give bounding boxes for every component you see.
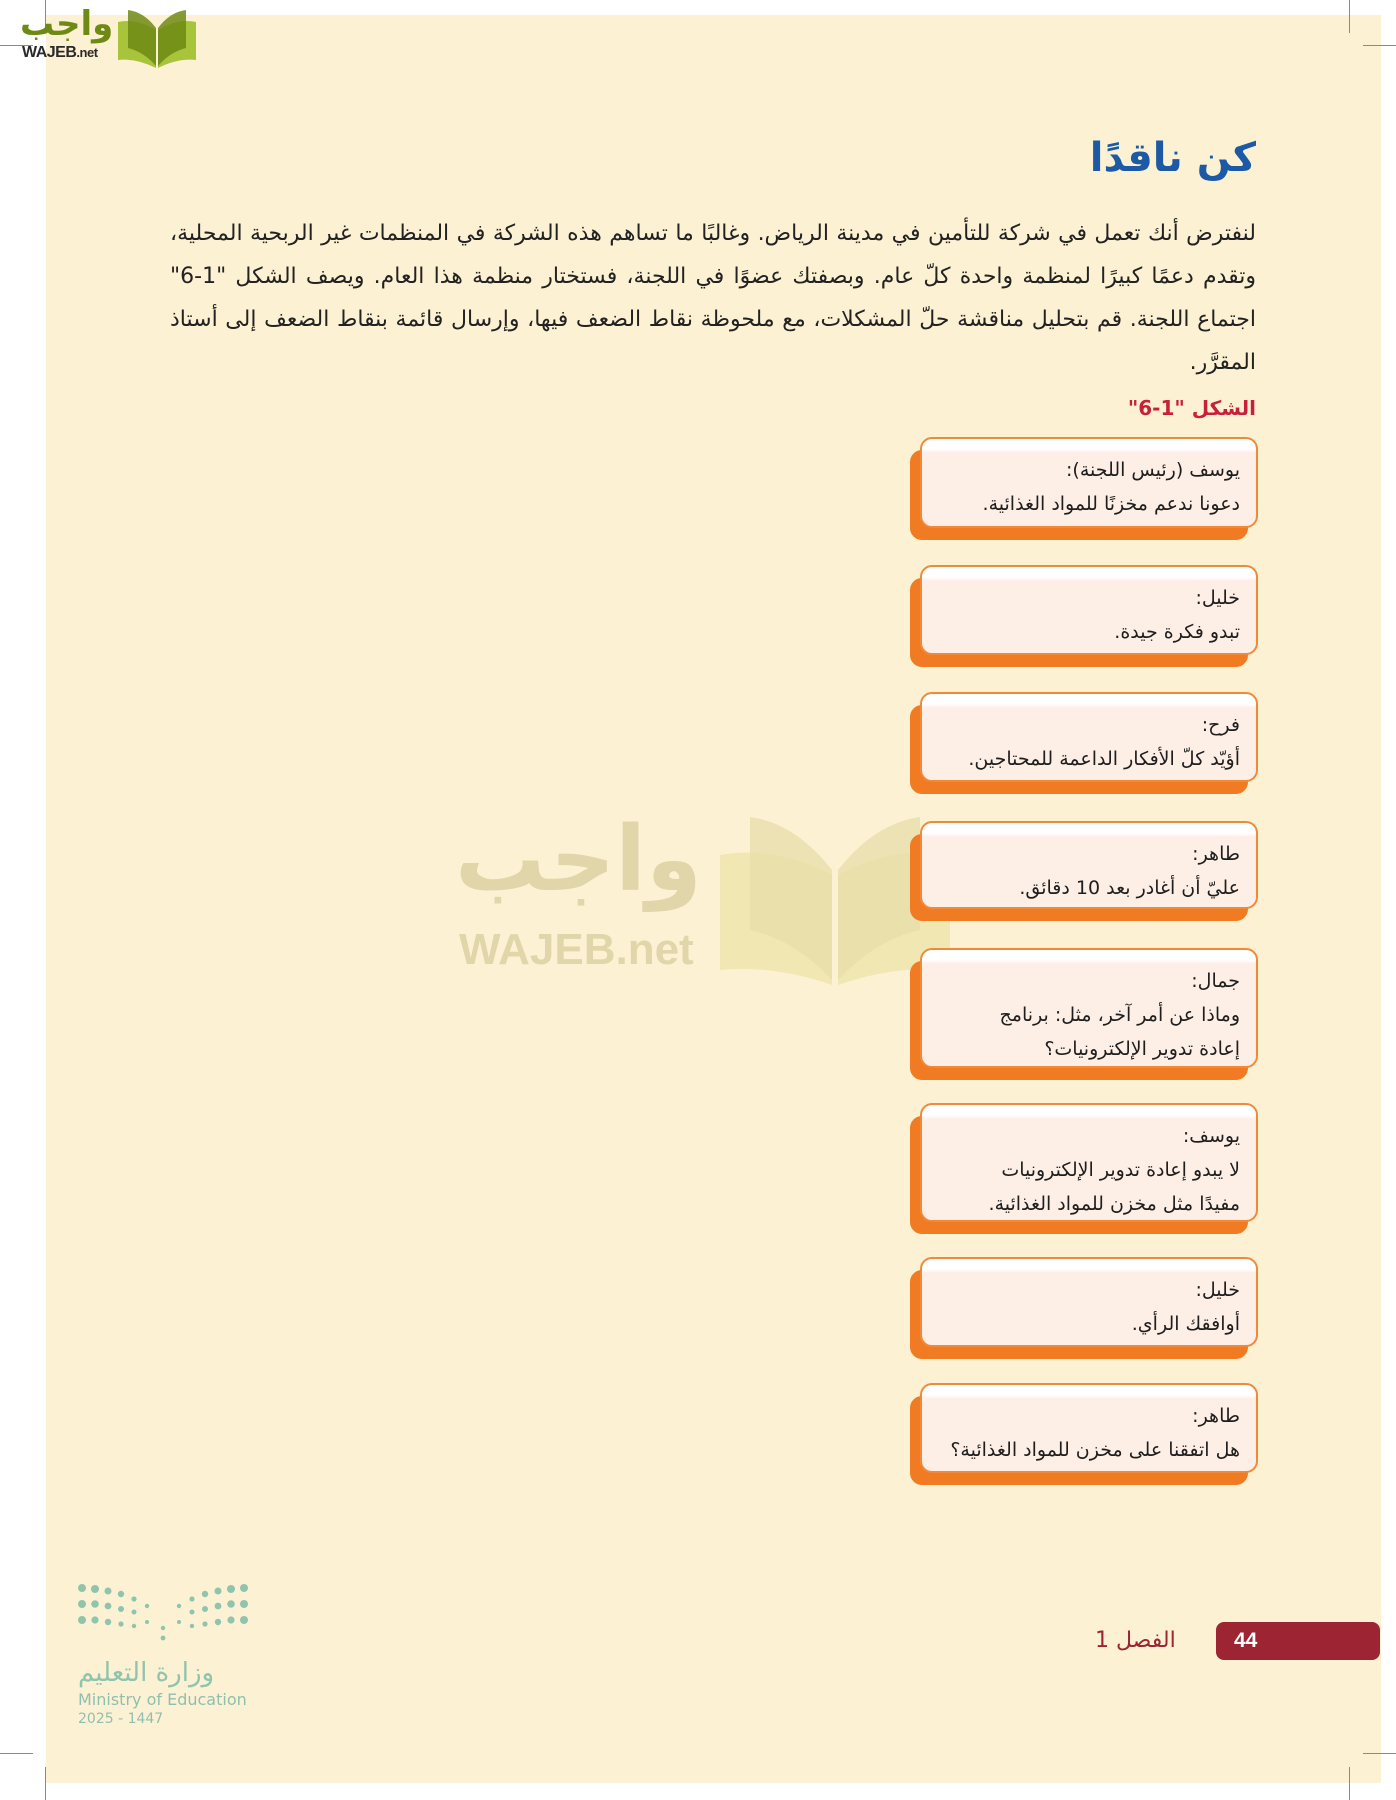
speech-line: لا يبدو إعادة تدوير الإلكترونيات: [1001, 1159, 1240, 1181]
wajeb-logo[interactable]: [10, 4, 190, 66]
bubble-card: [920, 692, 1258, 782]
bubble-card: [920, 948, 1258, 1068]
speech-line: إعادة تدوير الإلكترونيات؟: [1044, 1038, 1240, 1060]
bubble-card: [920, 437, 1258, 528]
bubble-card: [920, 821, 1258, 909]
speaker-name: طاهر:: [1192, 843, 1240, 865]
crop-mark: [1349, 0, 1350, 33]
open-book-icon: [116, 8, 198, 68]
crop-mark: [1363, 45, 1396, 46]
ministry-arabic-name: وزارة التعليم: [78, 1658, 215, 1688]
bubble-card: [920, 565, 1258, 655]
speech-line: أوافقك الرأي.: [1131, 1313, 1240, 1335]
speech-line: أؤيّد كلّ الأفكار الداعمة للمحتاجين.: [968, 748, 1240, 770]
logo-latin-text: WAJEB.net: [22, 44, 98, 61]
speech-line: دعونا ندعم مخزنًا للمواد الغذائية.: [982, 493, 1240, 515]
speaker-name: طاهر:: [1192, 1405, 1240, 1427]
dialogue-bubble: [910, 948, 1258, 1068]
speaker-name: خليل:: [1195, 1279, 1240, 1301]
dialogue-bubble: [910, 1383, 1258, 1473]
watermark-arabic: واجب: [455, 807, 702, 912]
bubble-card: [920, 1103, 1258, 1222]
edition-year: 2025 - 1447: [78, 1711, 164, 1727]
wajeb-watermark: [455, 807, 955, 985]
chapter-label: الفصل 1: [1095, 1628, 1176, 1653]
speech-line: وماذا عن أمر آخر، مثل: برنامج: [999, 1004, 1240, 1026]
dialogue-bubble: [910, 692, 1258, 782]
speaker-name: فرح:: [1201, 714, 1240, 736]
bubble-card: [920, 1257, 1258, 1347]
speaker-name: خليل:: [1195, 587, 1240, 609]
crop-mark: [1363, 1753, 1396, 1754]
dialogue-bubble: [910, 565, 1258, 655]
speaker-name: جمال:: [1191, 970, 1240, 992]
dialogue-bubble: [910, 1103, 1258, 1222]
figure-label: الشكل "1-6": [1127, 396, 1256, 420]
speech-line: تبدو فكرة جيدة.: [1114, 621, 1240, 643]
dialogue-bubble: [910, 821, 1258, 909]
speaker-name: يوسف (رئيس اللجنة):: [1066, 459, 1240, 481]
speaker-name: يوسف:: [1182, 1125, 1240, 1147]
logo-arabic-text: واجب: [20, 4, 114, 44]
speech-line: مفيدًا مثل مخزن للمواد الغذائية.: [988, 1193, 1240, 1215]
dialogue-bubble: [910, 437, 1258, 528]
crop-mark: [1349, 1767, 1350, 1800]
speech-line: هل اتفقنا على مخزن للمواد الغذائية؟: [950, 1439, 1240, 1461]
dialogue-bubble: [910, 1257, 1258, 1347]
ministry-dots-icon: [78, 1584, 248, 1644]
intro-paragraph: لنفترض أنك تعمل في شركة للتأمين في مدينة الرياض. وغالبًا ما تساهم هذه الشركة في المنظمات غير الربحية المحلية، وتقدم دعمًا كبيرًا لمنظمة واحدة كلّ عام. وبصفتك عضوًا في اللجنة، فستختار منظمة هذا العام. ويصف الشكل "1-6" اجتماع اللجنة. قم بتحليل مناقشة حلّ المشكلات، مع ملحوظة نقاط الضعف فيها، وإرسال قائمة بنقاط الضعف إلى أستاذ المقرَّر.: [170, 221, 1256, 375]
bubble-card: [920, 1383, 1258, 1473]
section-title: كن ناقدًا: [1089, 135, 1256, 181]
speech-line: عليّ أن أغادر بعد 10 دقائق.: [1019, 877, 1240, 899]
crop-mark: [45, 1767, 46, 1800]
ministry-of-education-logo: [78, 1584, 258, 1727]
page-number-badge: 44: [1216, 1622, 1380, 1660]
ministry-english-name: Ministry of Education: [78, 1690, 247, 1709]
crop-mark: [0, 1753, 33, 1754]
watermark-latin: WAJEB.net: [459, 925, 694, 974]
